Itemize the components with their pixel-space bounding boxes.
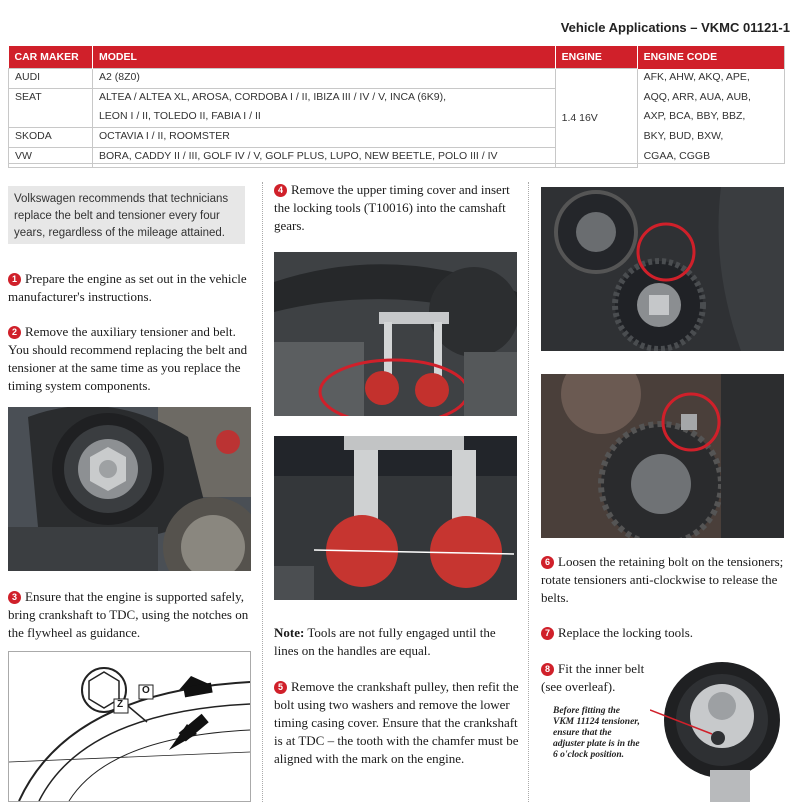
- table-row: [9, 148, 786, 168]
- step-7: [541, 624, 791, 642]
- page-title: Vehicle Applications – VKMC 01121-1: [560, 20, 790, 35]
- diagram-mark-o: O: [142, 685, 150, 696]
- cell-maker: AUDI: [9, 69, 93, 89]
- cell-model: ALTEA / ALTEA XL, AROSA, CORDOBA I / II, IBIZA III / IV / V, INCA (6K9),: [92, 89, 555, 109]
- cell-code: AQQ, ARR, AUA, AUB,: [637, 89, 785, 109]
- step-text: Remove the crankshaft pulley, then refit the bolt using two washers and remove the lower timing casing cover. Ensure that the crankshaft is at TDC – the tooth with the chamfer must be aligned with the mark on the engine.: [274, 679, 519, 766]
- step-number-badge: 2: [8, 326, 21, 339]
- flywheel-tdc-diagram: [8, 651, 251, 802]
- cell-maker: SKODA: [9, 128, 93, 148]
- step-number-badge: 1: [8, 273, 21, 286]
- col-header-code: ENGINE CODE: [637, 46, 785, 69]
- table-row: [9, 108, 786, 128]
- camshaft-gear-photo: [541, 187, 784, 351]
- step-number-badge: 4: [274, 184, 287, 197]
- recommendation-note: Volkswagen recommends that technicians replace the belt and tensioner every four years, regardless of the mileage attained.: [8, 186, 245, 244]
- col-header-maker: CAR MAKER: [9, 46, 93, 69]
- locking-tools-photo: [274, 252, 517, 416]
- tools-note-label: Note:: [274, 625, 305, 640]
- step-text: Prepare the engine as set out in the vehicle manufacturer's instructions.: [8, 271, 247, 304]
- column-divider: [528, 182, 529, 802]
- step-text: Ensure that the engine is supported safely, bring crankshaft to TDC, using the notches on the flywheel as guidance.: [8, 589, 249, 640]
- cell-maker: SEAT: [9, 89, 93, 109]
- step-8: [541, 660, 661, 696]
- cell-code: BKY, BUD, BXW,: [637, 128, 785, 148]
- cell-model: A2 (8Z0): [92, 69, 555, 89]
- diagram-mark-z: Z: [117, 699, 124, 710]
- tool-handles-closeup-photo: [274, 436, 517, 600]
- cell-model: BORA, CADDY II / III, GOLF IV / V, GOLF PLUS, LUPO, NEW BEETLE, POLO III / IV: [92, 148, 555, 168]
- col-header-model: MODEL: [92, 46, 555, 69]
- table-frame-right: [784, 46, 785, 164]
- step-number-badge: 6: [541, 556, 554, 569]
- cell-maker: VW: [9, 148, 93, 168]
- table-row: [9, 89, 786, 109]
- cell-code: AXP, BCA, BBY, BBZ,: [637, 108, 785, 128]
- cell-model: LEON I / II, TOLEDO II, FABIA I / II: [92, 108, 555, 128]
- step-4: [274, 181, 520, 235]
- fitting-caption: Before fitting the VKM 11124 tensioner, ensure that the adjuster plate is in the 6 o'clock position.: [553, 706, 640, 760]
- cell-code: CGAA, CGGB: [637, 148, 785, 168]
- step-3: [8, 588, 258, 642]
- cell-maker: [9, 108, 93, 128]
- table-header-row: [9, 46, 786, 69]
- step-6: [541, 553, 791, 607]
- step-text: Loosen the retaining bolt on the tensioners; rotate tensioners anti-clockwise to release the belts.: [541, 554, 784, 605]
- step-number-badge: 7: [541, 627, 554, 640]
- cell-engine: 1.4 16V: [555, 69, 637, 168]
- tools-note: [274, 624, 520, 660]
- column-divider: [262, 182, 263, 802]
- step-1: [8, 270, 253, 306]
- cell-model: OCTAVIA I / II, ROOMSTER: [92, 128, 555, 148]
- table-row: [9, 128, 786, 148]
- tensioner-photo: [541, 374, 784, 538]
- step-2: [8, 323, 255, 395]
- vehicle-applications-table: [8, 46, 785, 168]
- step-text: Fit the inner belt (see overleaf).: [541, 661, 645, 694]
- step-number-badge: 3: [8, 591, 21, 604]
- col-header-engine: ENGINE: [555, 46, 637, 69]
- step-number-badge: 8: [541, 663, 554, 676]
- step-number-badge: 5: [274, 681, 287, 694]
- step-text: Remove the auxiliary tensioner and belt. You should recommend replacing the belt and tensioner at the same time as you replace the timing system components.: [8, 324, 248, 393]
- cell-code: AFK, AHW, AKQ, APE,: [637, 69, 785, 89]
- step-text: Remove the upper timing cover and insert the locking tools (T10016) into the camshaft gears.: [274, 182, 510, 233]
- auxiliary-tensioner-photo: [8, 407, 251, 571]
- step-text: Replace the locking tools.: [558, 625, 694, 640]
- tensioner-part-photo: [650, 650, 784, 802]
- step-5: [274, 678, 524, 768]
- tools-note-text: Tools are not fully engaged until the lines on the handles are equal.: [274, 625, 496, 658]
- table-frame-bottom: [8, 163, 785, 164]
- table-row: [9, 69, 786, 89]
